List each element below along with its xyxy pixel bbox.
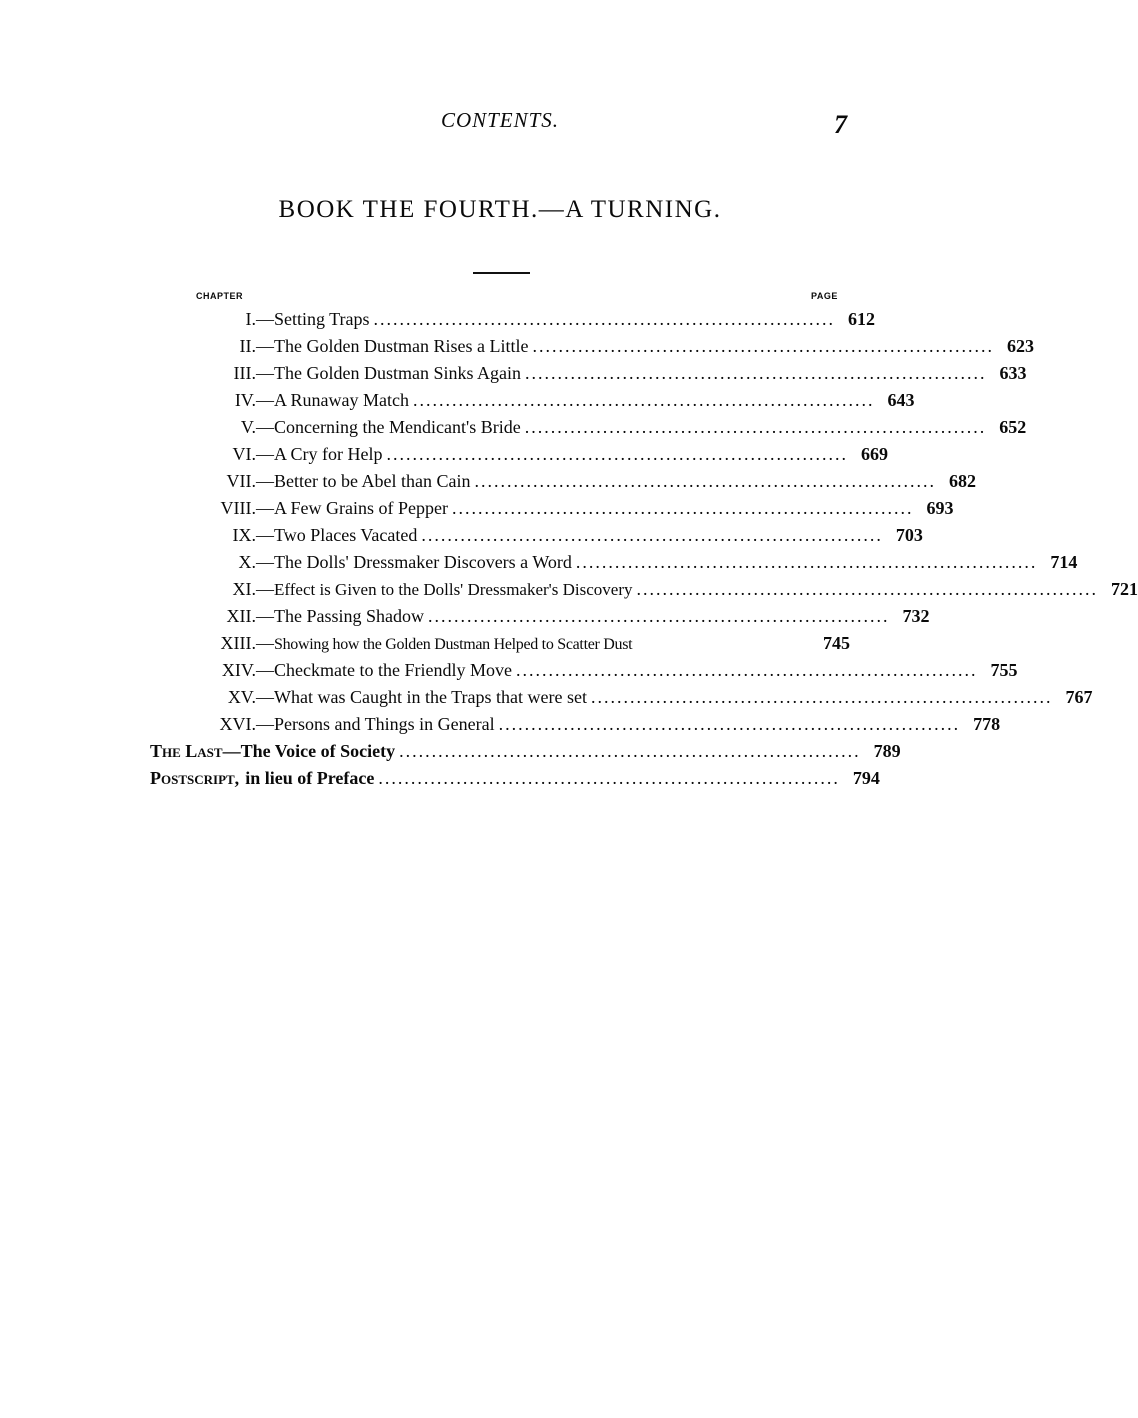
toc-entry-15 bbox=[150, 687, 1093, 714]
toc-entry-4 bbox=[150, 390, 915, 417]
chapter-number: V.— bbox=[240, 417, 274, 437]
dot-leader: ....................................................................... bbox=[532, 336, 994, 356]
chapter-number: II.— bbox=[239, 336, 274, 356]
toc-entry-16 bbox=[150, 714, 1001, 741]
chapter-title: What was Caught in the Traps that were set bbox=[274, 687, 587, 707]
chapter-number: XII.— bbox=[226, 606, 274, 626]
toc-entry-10 bbox=[150, 552, 1078, 579]
chapter-page: 767 bbox=[1065, 687, 1093, 707]
chapter-number: XIII.— bbox=[220, 633, 274, 653]
chapter-page: 794 bbox=[852, 768, 880, 788]
chapter-number: VIII.— bbox=[220, 498, 274, 518]
chapter-title: Setting Traps bbox=[274, 309, 370, 329]
chapter-page: 693 bbox=[926, 498, 954, 518]
toc-entry-1 bbox=[150, 309, 876, 336]
dot-leader: ....................................................................... bbox=[412, 390, 875, 410]
chapter-page: 778 bbox=[973, 714, 1001, 734]
dot-leader: ....................................................................... bbox=[636, 579, 1098, 599]
chapter-number: XV.— bbox=[227, 687, 274, 707]
dot-leader: ....................................................................... bbox=[498, 714, 961, 734]
dot-leader: ....................................................................... bbox=[399, 741, 861, 761]
chapter-title: The Passing Shadow bbox=[274, 606, 424, 626]
chapter-title: Checkmate to the Friendly Move bbox=[274, 660, 512, 680]
chapter-page: 612 bbox=[848, 309, 876, 329]
toc-entry-12 bbox=[150, 606, 930, 633]
toc-entry-3 bbox=[150, 363, 1027, 390]
chapter-page: 721 bbox=[1110, 579, 1138, 599]
page-column-header: PAGE bbox=[811, 291, 838, 301]
chapter-page: 682 bbox=[948, 471, 976, 491]
dot-leader: ....................................................................... bbox=[515, 660, 978, 680]
toc-entry-17 bbox=[150, 741, 901, 768]
chapter-number: The Last— bbox=[150, 741, 241, 761]
chapter-title: in lieu of Preface bbox=[245, 768, 375, 788]
table-of-contents bbox=[150, 309, 1138, 795]
chapter-title: Persons and Things in General bbox=[274, 714, 495, 734]
chapter-page: 755 bbox=[990, 660, 1018, 680]
chapter-title: A Few Grains of Pepper bbox=[274, 498, 448, 518]
dot-leader: ....................................................................... bbox=[524, 417, 987, 437]
chapter-title: Concerning the Mendicant's Bride bbox=[274, 417, 521, 437]
chapter-title: A Cry for Help bbox=[274, 444, 383, 464]
dot-leader: ....................................................................... bbox=[590, 687, 1053, 707]
dot-leader: ....................................................................... bbox=[575, 552, 1038, 572]
dot-leader: ....................................................................... bbox=[474, 471, 936, 491]
dot-leader: ....................................................................... bbox=[524, 363, 987, 383]
toc-entry-9 bbox=[150, 525, 923, 552]
chapter-page: 633 bbox=[999, 363, 1027, 383]
chapter-page: 732 bbox=[902, 606, 930, 626]
dot-leader: ....................................................................... bbox=[373, 309, 836, 329]
toc-entry-18 bbox=[150, 768, 880, 795]
toc-entry-2 bbox=[150, 336, 1034, 363]
chapter-number: XI.— bbox=[232, 579, 274, 599]
dot-leader: ....................................................................... bbox=[451, 498, 914, 518]
chapter-number: IV.— bbox=[234, 390, 274, 410]
chapter-title: The Voice of Society bbox=[240, 741, 396, 761]
toc-entry-6 bbox=[150, 444, 888, 471]
toc-entry-11 bbox=[150, 579, 1138, 606]
chapter-number: VII.— bbox=[226, 471, 274, 491]
book-title: BOOK THE FOURTH.—A TURNING. bbox=[278, 196, 722, 223]
chapter-number: I.— bbox=[245, 309, 274, 329]
chapter-title: The Golden Dustman Rises a Little bbox=[274, 336, 529, 356]
chapter-number: Postscript, bbox=[150, 768, 240, 788]
chapter-number: XVI.— bbox=[219, 714, 274, 734]
dot-leader: ....................................................................... bbox=[386, 444, 848, 464]
chapter-page: 745 bbox=[823, 633, 850, 653]
chapter-page: 652 bbox=[999, 417, 1027, 437]
toc-entry-5 bbox=[150, 417, 1027, 444]
chapter-number: XIV.— bbox=[221, 660, 274, 680]
toc-entry-13 bbox=[150, 633, 850, 660]
chapter-page: 789 bbox=[873, 741, 901, 761]
chapter-page: 643 bbox=[887, 390, 915, 410]
chapter-page: 623 bbox=[1006, 336, 1034, 356]
chapter-number: IX.— bbox=[232, 525, 274, 545]
chapter-number: III.— bbox=[233, 363, 274, 383]
chapter-column-header: CHAPTER bbox=[196, 291, 244, 301]
toc-entry-14 bbox=[150, 660, 1018, 687]
chapter-title: The Golden Dustman Sinks Again bbox=[274, 363, 521, 383]
chapter-title: Showing how the Golden Dustman Helped to Scatter Dust bbox=[274, 636, 633, 653]
chapter-number: X.— bbox=[238, 552, 274, 572]
chapter-page: 714 bbox=[1050, 552, 1078, 572]
chapter-title: Better to be Abel than Cain bbox=[274, 471, 471, 491]
chapter-title: A Runaway Match bbox=[274, 390, 409, 410]
chapter-title: The Dolls' Dressmaker Discovers a Word bbox=[274, 552, 572, 572]
page-number: 7 bbox=[834, 110, 847, 139]
dot-leader: ....................................................................... bbox=[428, 606, 890, 626]
dot-leader: ....................................................................... bbox=[421, 525, 883, 545]
title-rule bbox=[473, 272, 530, 274]
toc-entry-8 bbox=[150, 498, 954, 525]
toc-entry-7 bbox=[150, 471, 976, 498]
dot-leader: ....................................................................... bbox=[378, 768, 840, 788]
running-head: CONTENTS. bbox=[440, 108, 560, 132]
chapter-number: VI.— bbox=[232, 444, 274, 464]
chapter-page: 703 bbox=[895, 525, 923, 545]
chapter-title: Effect is Given to the Dolls' Dressmaker's Discovery bbox=[274, 580, 633, 599]
chapter-page: 669 bbox=[860, 444, 888, 464]
chapter-title: Two Places Vacated bbox=[274, 525, 418, 545]
